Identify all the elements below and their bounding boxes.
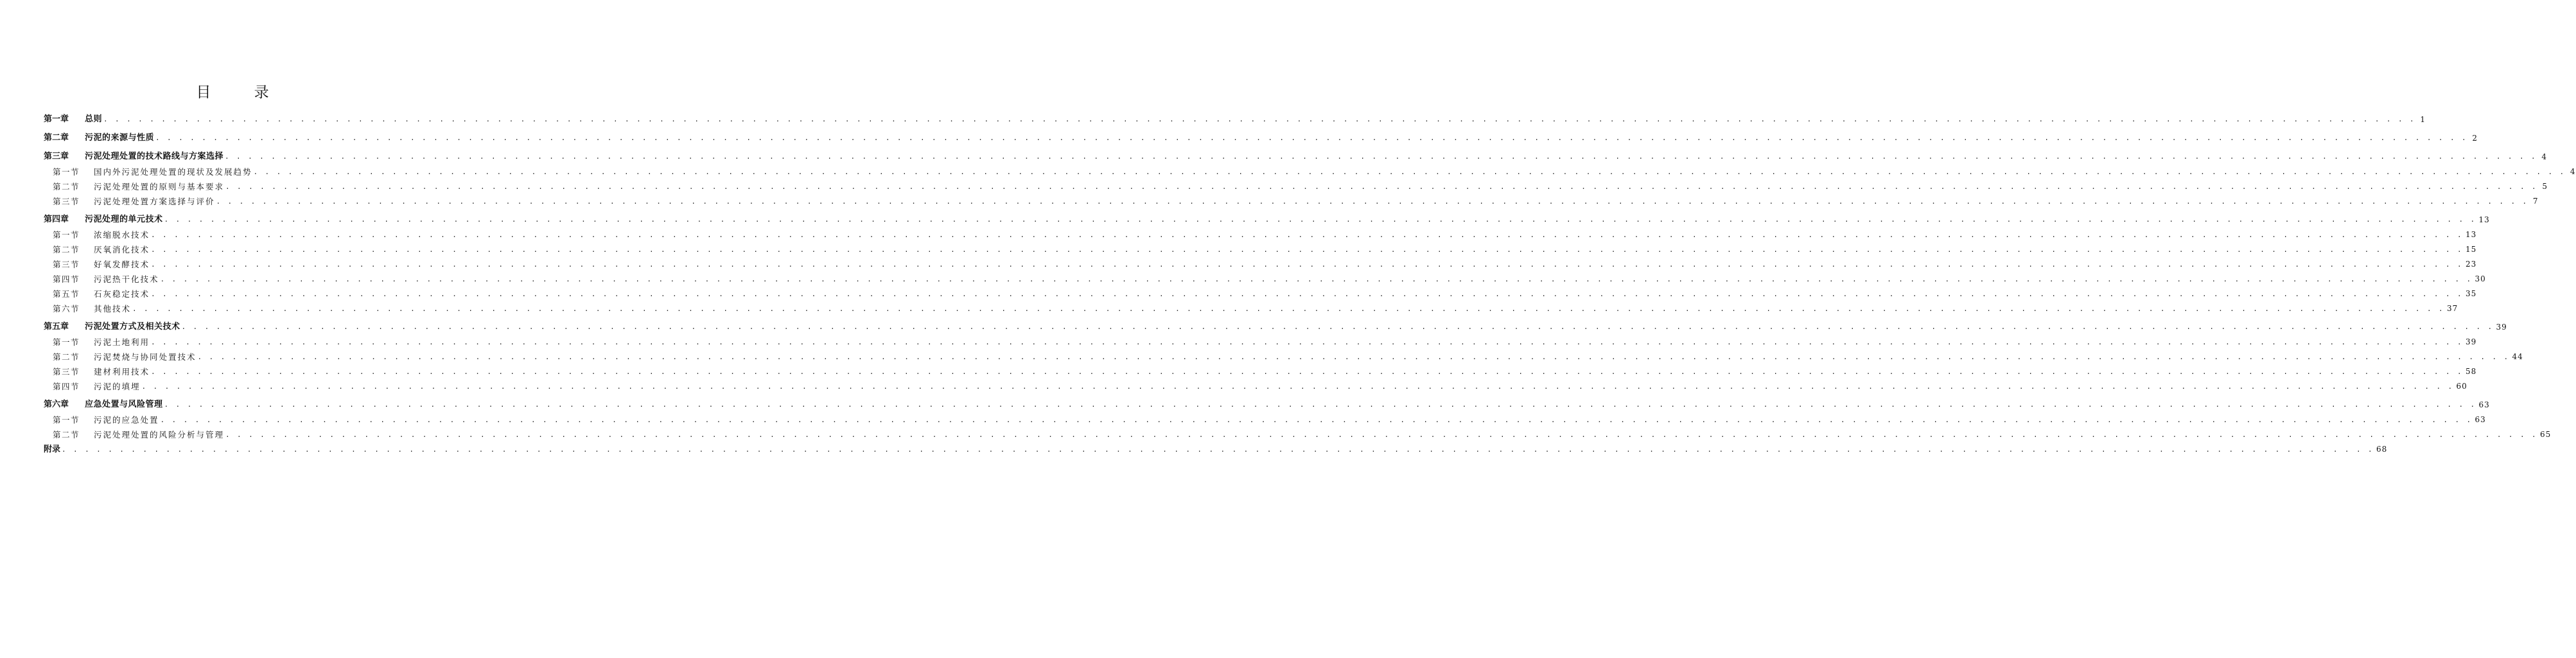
dot-leader: . . . . . . . . . . . . . . . . . . . . . . . . . . . . . . . . . . . . . . . . . . . . . . . . . . . . . . . . . . . . . . . . . . . . . . . . . . . . . . . . . . . . . . . . . . . . . . . . . . . . . . . . . . . . . . . . . . . . . . . . . . . . . . . . . . . . . . . . . . . . . . . . . . . . . . . . . . . . . . . . . . . . . . . . . . . . . . . . . . . . . . . . . . . . . . . . . . . . . . . .: [151, 338, 2464, 346]
toc-section-entry[interactable]: [44, 350, 2523, 364]
section-number: 第一节: [53, 167, 80, 177]
toc-chapter-entry[interactable]: [44, 112, 2426, 127]
toc-section-entry[interactable]: [44, 379, 2467, 394]
page-number: 5: [2542, 182, 2548, 191]
toc-chapter-entry[interactable]: [44, 212, 2490, 227]
section-title: 浓缩脱水技术: [94, 230, 150, 240]
page-number: 60: [2456, 382, 2467, 391]
toc-section-entry[interactable]: [44, 272, 2486, 287]
dot-leader: . . . . . . . . . . . . . . . . . . . . . . . . . . . . . . . . . . . . . . . . . . . . . . . . . . . . . . . . . . . . . . . . . . . . . . . . . . . . . . . . . . . . . . . . . . . . . . . . . . . . . . . . . . . . . . . . . . . . . . . . . . . . . . . . . . . . . . . . . . . . . . . . . . . . . . . . . . . . . . . . . . . . . . . . . . . . . . . . . . . . . . . . . . . . . . . . . . . . . . . .: [151, 368, 2464, 376]
section-title: 建材利用技术: [94, 367, 150, 377]
dot-leader: . . . . . . . . . . . . . . . . . . . . . . . . . . . . . . . . . . . . . . . . . . . . . . . . . . . . . . . . . . . . . . . . . . . . . . . . . . . . . . . . . . . . . . . . . . . . . . . . . . . . . . . . . . . . . . . . . . . . . . . . . . . . . . . . . . . . . . . . . . . . . . . . . . . . . . . . . . . . . . . . . . . . . . . . . . . . . . . . . . . . . . . . . . . . . . . . . . . . . . . .: [164, 400, 2476, 409]
dot-leader: . . . . . . . . . . . . . . . . . . . . . . . . . . . . . . . . . . . . . . . . . . . . . . . . . . . . . . . . . . . . . . . . . . . . . . . . . . . . . . . . . . . . . . . . . . . . . . . . . . . . . . . . . . . . . . . . . . . . . . . . . . . . . . . . . . . . . . . . . . . . . . . . . . . . . . . . . . . . . . . . . . . . . . . . . . . . . . . . . . . . . . . . . . . . . . . . . . . . . . . .: [197, 353, 2510, 361]
page-title: 目 录: [196, 84, 288, 101]
section-title: 石灰稳定技术: [94, 289, 150, 299]
page-number: 39: [2466, 337, 2477, 346]
section-number: 第一节: [53, 415, 80, 425]
chapter-title: 附录: [44, 445, 61, 454]
page-number: 30: [2475, 274, 2486, 283]
chapter-number: 第六章: [44, 400, 69, 409]
page-number: 68: [2376, 445, 2388, 454]
dot-leader: . . . . . . . . . . . . . . . . . . . . . . . . . . . . . . . . . . . . . . . . . . . . . . . . . . . . . . . . . . . . . . . . . . . . . . . . . . . . . . . . . . . . . . . . . . . . . . . . . . . . . . . . . . . . . . . . . . . . . . . . . . . . . . . . . . . . . . . . . . . . . . . . . . . . . . . . . . . . . . . . . . . . . . . . . . . . . . . . . . . . . . . . . . . . . . . . . . . . . . . .: [160, 416, 2473, 424]
toc-appendix-entry[interactable]: [44, 442, 2388, 457]
section-number: 第二节: [53, 245, 80, 254]
section-number: 第三节: [53, 197, 80, 206]
chapter-number: 第三章: [44, 152, 69, 161]
chapter-title: 污泥处置方式及相关技术: [85, 322, 180, 332]
dot-leader: . . . . . . . . . . . . . . . . . . . . . . . . . . . . . . . . . . . . . . . . . . . . . . . . . . . . . . . . . . . . . . . . . . . . . . . . . . . . . . . . . . . . . . . . . . . . . . . . . . . . . . . . . . . . . . . . . . . . . . . . . . . . . . . . . . . . . . . . . . . . . . . . . . . . . . . . . . . . . . . . . . . . . . . . . . . . . . . . . . . . . . . . . . . . . . . . . . . . . . . .: [225, 431, 2538, 439]
section-number: 第三节: [53, 260, 80, 269]
page-number: 15: [2466, 245, 2477, 254]
section-title: 国内外污泥处理处置的现状及发展趋势: [94, 167, 252, 177]
dot-leader: . . . . . . . . . . . . . . . . . . . . . . . . . . . . . . . . . . . . . . . . . . . . . . . . . . . . . . . . . . . . . . . . . . . . . . . . . . . . . . . . . . . . . . . . . . . . . . . . . . . . . . . . . . . . . . . . . . . . . . . . . . . . . . . . . . . . . . . . . . . . . . . . . . . . . . . . . . . . . . . . . . . . . . . . . . . . . . . . . . . . . . . . . . . . . . . . . . . . . . . .: [160, 275, 2473, 283]
dot-leader: . . . . . . . . . . . . . . . . . . . . . . . . . . . . . . . . . . . . . . . . . . . . . . . . . . . . . . . . . . . . . . . . . . . . . . . . . . . . . . . . . . . . . . . . . . . . . . . . . . . . . . . . . . . . . . . . . . . . . . . . . . . . . . . . . . . . . . . . . . . . . . . . . . . . . . . . . . . . . . . . . . . . . . . . . . . . . . . . . . . . . . . . . . . . . . . . . . . . . . . .: [225, 182, 2538, 191]
toc-section-entry[interactable]: [44, 335, 2477, 350]
section-title: 污泥处理处置的原则与基本要求: [94, 182, 225, 191]
section-title: 好氧发酵技术: [94, 260, 150, 269]
toc-section-entry[interactable]: [44, 413, 2486, 427]
toc-chapter-entry[interactable]: [44, 130, 2478, 146]
dot-leader: . . . . . . . . . . . . . . . . . . . . . . . . . . . . . . . . . . . . . . . . . . . . . . . . . . . . . . . . . . . . . . . . . . . . . . . . . . . . . . . . . . . . . . . . . . . . . . . . . . . . . . . . . . . . . . . . . . . . . . . . . . . . . . . . . . . . . . . . . . . . . . . . . . . . . . . . . . . . . . . . . . . . . . . . . . . . . . . . . . . . . . . . . . . . . . . . . . . . . . . .: [141, 382, 2454, 391]
section-title: 污泥焚烧与协同处置技术: [94, 352, 197, 362]
page-number: 37: [2447, 304, 2458, 313]
chapter-number: 第二章: [44, 133, 69, 143]
dot-leader: . . . . . . . . . . . . . . . . . . . . . . . . . . . . . . . . . . . . . . . . . . . . . . . . . . . . . . . . . . . . . . . . . . . . . . . . . . . . . . . . . . . . . . . . . . . . . . . . . . . . . . . . . . . . . . . . . . . . . . . . . . . . . . . . . . . . . . . . . . . . . . . . . . . . . . . . . . . . . . . . . . . . . . . . . . . . . . . . . . . . . . . . . . . . . . . . . . . . . . . .: [155, 134, 2468, 142]
chapter-title: 应急处置与风险管理: [85, 400, 163, 409]
page-number: 7: [2532, 197, 2539, 206]
page-number: 2: [2472, 134, 2478, 143]
chapter-number: 第四章: [44, 215, 69, 224]
toc-section-entry[interactable]: [44, 364, 2477, 379]
section-title: 污泥土地利用: [94, 337, 150, 347]
page-number: 13: [2478, 215, 2490, 224]
dot-leader: . . . . . . . . . . . . . . . . . . . . . . . . . . . . . . . . . . . . . . . . . . . . . . . . . . . . . . . . . . . . . . . . . . . . . . . . . . . . . . . . . . . . . . . . . . . . . . . . . . . . . . . . . . . . . . . . . . . . . . . . . . . . . . . . . . . . . . . . . . . . . . . . . . . . . . . . . . . . . . . . . . . . . . . . . . . . . . . . . . . . . . . . . . . . . . . . . . . . . . . .: [164, 215, 2476, 224]
section-number: 第三节: [53, 367, 80, 377]
section-title: 厌氧消化技术: [94, 245, 150, 254]
chapter-title: 污泥的来源与性质: [85, 133, 155, 143]
section-title: 污泥的填埋: [94, 382, 141, 391]
section-number: 第六节: [53, 304, 80, 314]
page-number: 63: [2475, 415, 2486, 424]
dot-leader: . . . . . . . . . . . . . . . . . . . . . . . . . . . . . . . . . . . . . . . . . . . . . . . . . . . . . . . . . . . . . . . . . . . . . . . . . . . . . . . . . . . . . . . . . . . . . . . . . . . . . . . . . . . . . . . . . . . . . . . . . . . . . . . . . . . . . . . . . . . . . . . . . . . . . . . . . . . . . . . . . . . . . . . . . . . . . . . . . . . . . . . . . . . . . . . . . . . . . . . .: [216, 197, 2528, 206]
toc-chapter-entry[interactable]: [44, 149, 2548, 164]
section-title: 污泥处理处置的风险分析与管理: [94, 430, 225, 440]
dot-leader: . . . . . . . . . . . . . . . . . . . . . . . . . . . . . . . . . . . . . . . . . . . . . . . . . . . . . . . . . . . . . . . . . . . . . . . . . . . . . . . . . . . . . . . . . . . . . . . . . . . . . . . . . . . . . . . . . . . . . . . . . . . . . . . . . . . . . . . . . . . . . . . . . . . . . . . . . . . . . . . . . . . . . . . . . . . . . . . . . . . . . . . . . . . . . . . . . . . . . . . .: [151, 260, 2464, 269]
section-number: 第二节: [53, 430, 80, 440]
section-number: 第一节: [53, 230, 80, 240]
toc-section-entry[interactable]: [44, 427, 2552, 442]
dot-leader: . . . . . . . . . . . . . . . . . . . . . . . . . . . . . . . . . . . . . . . . . . . . . . . . . . . . . . . . . . . . . . . . . . . . . . . . . . . . . . . . . . . . . . . . . . . . . . . . . . . . . . . . . . . . . . . . . . . . . . . . . . . . . . . . . . . . . . . . . . . . . . . . . . . . . . . . . . . . . . . . . . . . . . . . . . . . . . . . . . . . . . . . . . . . . . . . . . . . . . . .: [132, 305, 2445, 313]
page-number: 1: [2420, 115, 2426, 124]
table-of-contents: [44, 112, 2576, 457]
section-number: 第五节: [53, 289, 80, 299]
dot-leader: . . . . . . . . . . . . . . . . . . . . . . . . . . . . . . . . . . . . . . . . . . . . . . . . . . . . . . . . . . . . . . . . . . . . . . . . . . . . . . . . . . . . . . . . . . . . . . . . . . . . . . . . . . . . . . . . . . . . . . . . . . . . . . . . . . . . . . . . . . . . . . . . . . . . . . . . . . . . . . . . . . . . . . . . . . . . . . . . . . . . . . . . . . . . . . . . . . . . . . . .: [253, 168, 2566, 176]
section-number: 第二节: [53, 352, 80, 362]
section-number: 第二节: [53, 182, 80, 191]
chapter-title: 总则: [85, 114, 103, 124]
page-number: 4: [2541, 152, 2548, 161]
page-number: 44: [2512, 352, 2523, 361]
toc-section-entry[interactable]: [44, 242, 2477, 257]
toc-section-entry[interactable]: [44, 194, 2539, 209]
toc-section-entry[interactable]: [44, 227, 2477, 242]
toc-section-entry[interactable]: [44, 301, 2458, 316]
chapter-number: 第五章: [44, 322, 69, 332]
toc-chapter-entry[interactable]: [44, 397, 2490, 413]
page-number: 63: [2478, 400, 2490, 409]
page-number: 65: [2540, 430, 2552, 439]
section-title: 其他技术: [94, 304, 132, 314]
dot-leader: . . . . . . . . . . . . . . . . . . . . . . . . . . . . . . . . . . . . . . . . . . . . . . . . . . . . . . . . . . . . . . . . . . . . . . . . . . . . . . . . . . . . . . . . . . . . . . . . . . . . . . . . . . . . . . . . . . . . . . . . . . . . . . . . . . . . . . . . . . . . . . . . . . . . . . . . . . . . . . . . . . . . . . . . . . . . . . . . . . . . . . . . . . . . . . . . . . . . . . . .: [181, 323, 2494, 331]
toc-chapter-entry[interactable]: [44, 319, 2507, 335]
toc-section-entry[interactable]: [44, 287, 2477, 301]
page-number: 35: [2466, 289, 2477, 298]
chapter-number: 第一章: [44, 114, 69, 124]
toc-section-entry[interactable]: [44, 164, 2576, 179]
toc-section-entry[interactable]: [44, 257, 2477, 272]
section-title: 污泥的应急处置: [94, 415, 159, 425]
section-title: 污泥热干化技术: [94, 274, 159, 284]
dot-leader: . . . . . . . . . . . . . . . . . . . . . . . . . . . . . . . . . . . . . . . . . . . . . . . . . . . . . . . . . . . . . . . . . . . . . . . . . . . . . . . . . . . . . . . . . . . . . . . . . . . . . . . . . . . . . . . . . . . . . . . . . . . . . . . . . . . . . . . . . . . . . . . . . . . . . . . . . . . . . . . . . . . . . . . . . . . . . . . . . . . . . . . . . . . . . . . . . . . . . . . .: [62, 445, 2374, 454]
section-number: 第四节: [53, 382, 80, 391]
chapter-title: 污泥处理的单元技术: [85, 215, 163, 224]
page-number: 23: [2466, 260, 2477, 269]
page-number: 39: [2496, 323, 2507, 332]
page-number: 13: [2466, 230, 2477, 239]
dot-leader: . . . . . . . . . . . . . . . . . . . . . . . . . . . . . . . . . . . . . . . . . . . . . . . . . . . . . . . . . . . . . . . . . . . . . . . . . . . . . . . . . . . . . . . . . . . . . . . . . . . . . . . . . . . . . . . . . . . . . . . . . . . . . . . . . . . . . . . . . . . . . . . . . . . . . . . . . . . . . . . . . . . . . . . . . . . . . . . . . . . . . . . . . . . . . . . . . . . . . . . .: [151, 231, 2464, 239]
section-number: 第一节: [53, 337, 80, 347]
dot-leader: . . . . . . . . . . . . . . . . . . . . . . . . . . . . . . . . . . . . . . . . . . . . . . . . . . . . . . . . . . . . . . . . . . . . . . . . . . . . . . . . . . . . . . . . . . . . . . . . . . . . . . . . . . . . . . . . . . . . . . . . . . . . . . . . . . . . . . . . . . . . . . . . . . . . . . . . . . . . . . . . . . . . . . . . . . . . . . . . . . . . . . . . . . . . . . . . . . . . . . . .: [225, 152, 2537, 161]
toc-section-entry[interactable]: [44, 179, 2548, 194]
chapter-title: 污泥处理处置的技术路线与方案选择: [85, 152, 224, 161]
page-number: 58: [2466, 367, 2477, 376]
dot-leader: . . . . . . . . . . . . . . . . . . . . . . . . . . . . . . . . . . . . . . . . . . . . . . . . . . . . . . . . . . . . . . . . . . . . . . . . . . . . . . . . . . . . . . . . . . . . . . . . . . . . . . . . . . . . . . . . . . . . . . . . . . . . . . . . . . . . . . . . . . . . . . . . . . . . . . . . . . . . . . . . . . . . . . . . . . . . . . . . . . . . . . . . . . . . . . . . . . . . . . . .: [151, 245, 2464, 254]
page-number: 4: [2570, 167, 2576, 176]
section-number: 第四节: [53, 274, 80, 284]
dot-leader: . . . . . . . . . . . . . . . . . . . . . . . . . . . . . . . . . . . . . . . . . . . . . . . . . . . . . . . . . . . . . . . . . . . . . . . . . . . . . . . . . . . . . . . . . . . . . . . . . . . . . . . . . . . . . . . . . . . . . . . . . . . . . . . . . . . . . . . . . . . . . . . . . . . . . . . . . . . . . . . . . . . . . . . . . . . . . . . . . . . . . . . . . . . . . . . . . . . . . . . .: [151, 290, 2464, 298]
section-title: 污泥处理处置方案选择与评价: [94, 197, 215, 206]
dot-leader: . . . . . . . . . . . . . . . . . . . . . . . . . . . . . . . . . . . . . . . . . . . . . . . . . . . . . . . . . . . . . . . . . . . . . . . . . . . . . . . . . . . . . . . . . . . . . . . . . . . . . . . . . . . . . . . . . . . . . . . . . . . . . . . . . . . . . . . . . . . . . . . . . . . . . . . . . . . . . . . . . . . . . . . . . . . . . . . . . . . . . . . . . . . . . . . . . . . . . . . .: [103, 115, 2416, 123]
